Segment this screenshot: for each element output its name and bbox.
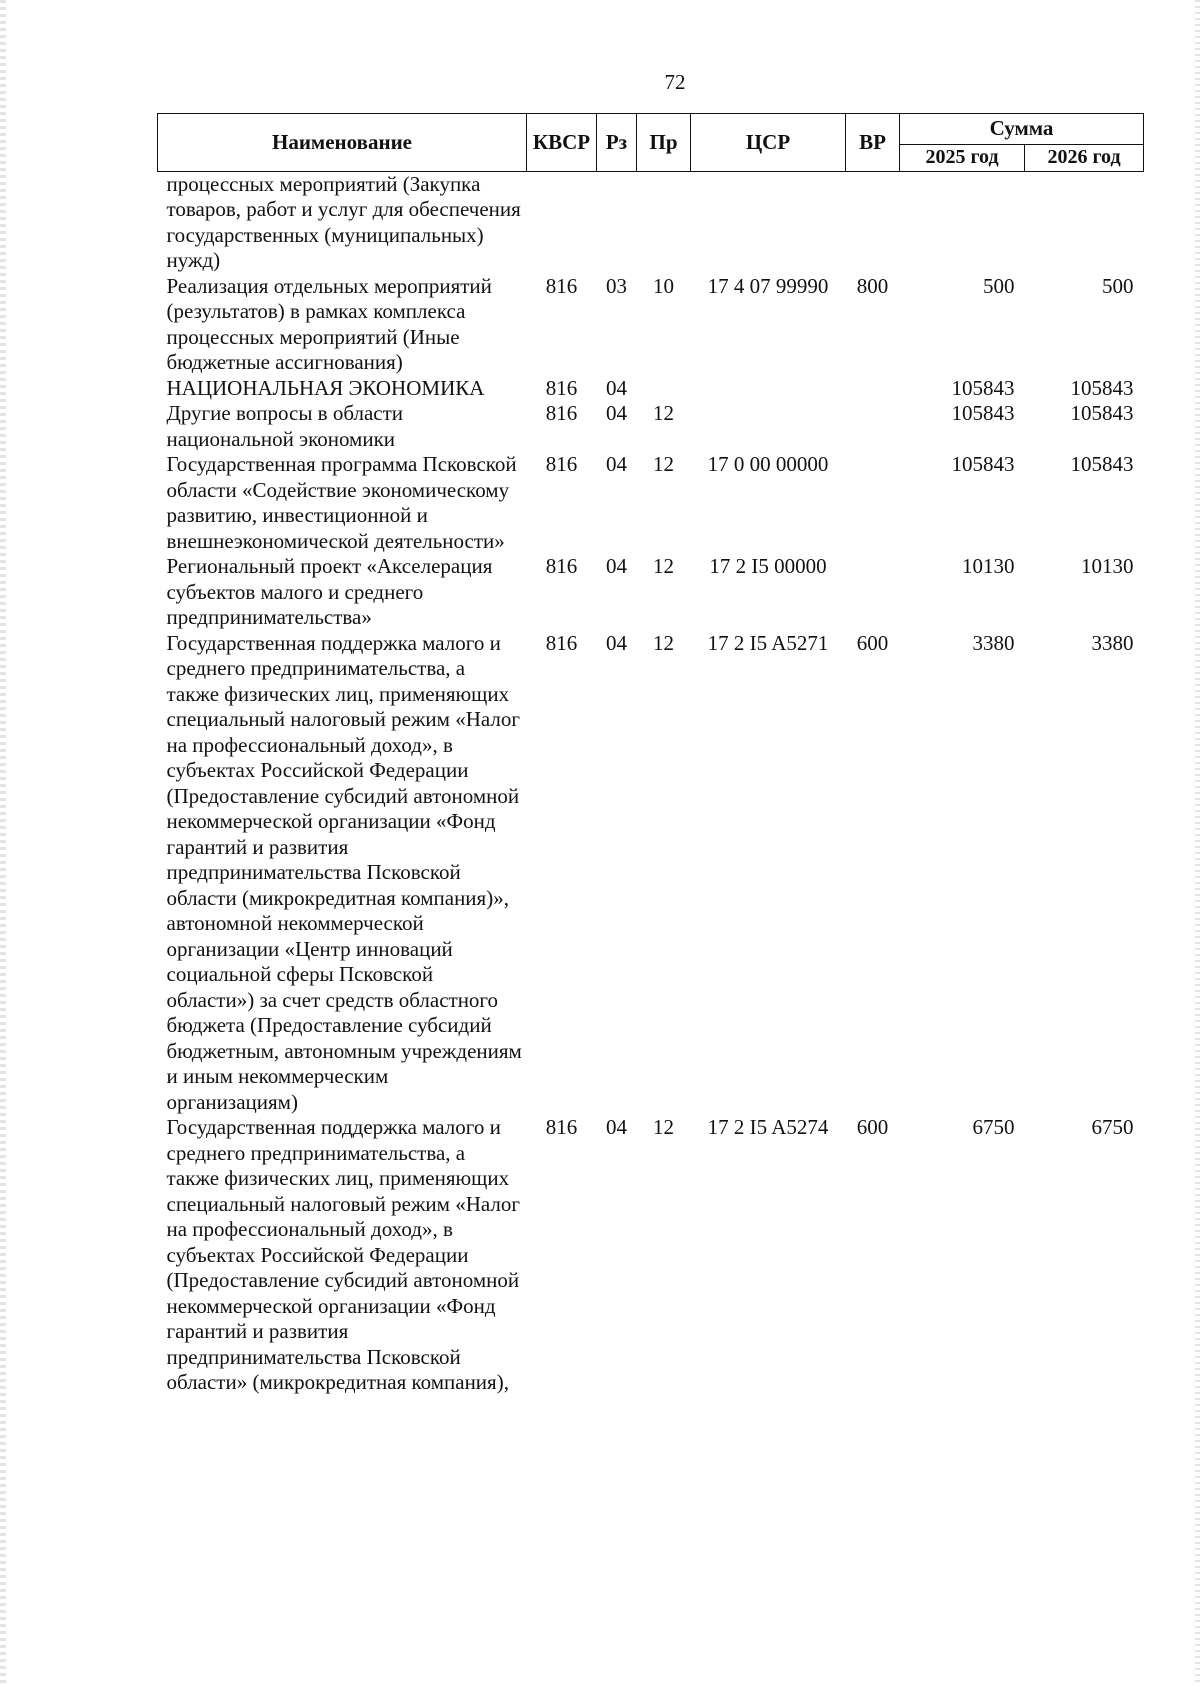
row-sum-2025-cell: 105843 [951,401,1015,425]
scan-edge-left [0,0,6,1686]
row-csr-cell: 17 4 07 99990 [707,273,829,298]
header-year-2025: 2025 год [900,145,1025,172]
row-pr-cell: 12 [653,630,674,655]
row-csr-cell: 17 2 I5 A5274 [707,1115,829,1139]
row-name-cell: Реализация отдельных мероприятий (результатов) в рамках комплекса процессных мероприятий (Иные бюджетные ассигнования) [166,273,492,374]
table-header [158,114,1144,172]
row-kvsr-cell: 816 [545,401,578,425]
row-rz-cell [597,171,637,274]
row-sum-2026-cell: 500 [1102,273,1134,298]
header-pr: Пр [637,114,691,172]
row-csr-cell: 17 2 I5 00000 [709,554,827,578]
row-rz-cell: 04 [606,375,627,400]
row-sum-2025-cell [900,171,1025,274]
page-number: 72 [664,70,686,94]
row-vr-cell: 600 [856,630,889,655]
scan-edge-right [1195,0,1200,1686]
header-name: Наименование [158,114,527,172]
table-row [158,171,1144,274]
table-row [158,452,1144,554]
row-pr-cell: 12 [653,452,674,476]
row-csr-cell: 17 2 I5 A5271 [707,630,829,655]
row-kvsr-cell: 816 [545,452,578,476]
row-sum-2026-cell: 105843 [1070,452,1134,476]
row-sum-2025-cell: 10130 [962,554,1015,578]
row-sum-2026-cell: 6750 [1091,1115,1134,1139]
row-sum-2025-cell: 500 [983,273,1015,298]
row-csr-cell: 17 0 00 00000 [707,452,829,476]
row-kvsr-cell: 816 [545,630,578,655]
row-name-cell: Другие вопросы в области национальной экономики [166,401,404,451]
row-vr-cell [846,554,900,631]
row-pr-cell: 12 [653,1115,674,1139]
row-kvsr-cell [527,171,597,274]
row-sum-2026-cell: 3380 [1091,630,1134,655]
table-row [158,554,1144,631]
row-pr-cell [637,376,691,402]
row-kvsr-cell: 816 [545,375,578,400]
row-name-cell: процессных мероприятий (Закупка товаров, работ и услуг для обеспечения государственных (муниципальных) нужд) [166,171,521,272]
row-sum-2025-cell: 105843 [951,375,1015,400]
row-name-cell: НАЦИОНАЛЬНАЯ ЭКОНОМИКА [166,375,485,400]
row-rz-cell: 03 [606,273,627,298]
row-vr-cell: 800 [856,273,889,298]
row-name-cell: Государственная поддержка малого и среднего предпринимательства, а также физических лиц, применяющих специальный налоговый режим «Налог на профессиональный доход», в субъектах Российской Федерации (Предоставление субсидий автономной некоммерческой организации «Фонд гарантий и развития предпринимательства Псковской области (микрокредитная компания)», автономной некоммерческой организации «Центр инноваций социальной сферы Псковской области») за счет средств областного бюджета (Предоставление субсидий бюджетным, автономным учреждениям и иным некоммерческим организациям) [166,630,522,1114]
table-row [158,631,1144,1116]
header-kvsr: КВСР [527,114,597,172]
header-year-2026: 2026 год [1025,145,1144,172]
row-vr-cell [846,171,900,274]
header-csr: ЦСР [691,114,846,172]
row-pr-cell: 10 [653,273,674,298]
row-pr-cell: 12 [653,554,674,578]
row-vr-cell [846,376,900,402]
row-name-cell: Государственная поддержка малого и среднего предпринимательства, а также физических лиц, применяющих специальный налоговый режим «Налог на профессиональный доход», в субъектах Российской Федерации (Предоставление субсидий автономной некоммерческой организации «Фонд гарантий и развития предпринимательства Псковской области» (микрокредитная компания), [166,1115,520,1394]
table-row [158,1115,1144,1396]
row-rz-cell: 04 [606,1115,627,1139]
row-kvsr-cell: 816 [545,1115,578,1139]
table-row [158,274,1144,376]
row-rz-cell: 04 [606,452,627,476]
row-sum-2026-cell: 105843 [1070,401,1134,425]
row-sum-2025-cell: 105843 [951,452,1015,476]
row-kvsr-cell: 816 [545,554,578,578]
row-kvsr-cell: 816 [545,273,578,298]
row-sum-2026-cell: 105843 [1070,375,1134,400]
row-rz-cell: 04 [606,554,627,578]
header-vr: ВР [846,114,900,172]
row-name-cell: Государственная программа Псковской области «Содействие экономическому развитию, инвестиционной и внешнеэкономической деятельности» [166,452,517,553]
row-sum-2026-cell: 10130 [1081,554,1134,578]
row-vr-cell [846,452,900,554]
row-csr-cell [691,171,846,274]
row-csr-cell [691,401,846,452]
row-pr-cell: 12 [653,401,674,425]
row-vr-cell: 600 [856,1115,889,1139]
table-row [158,401,1144,452]
row-pr-cell [637,171,691,274]
header-rz: Рз [597,114,637,172]
row-sum-2025-cell: 3380 [972,630,1015,655]
row-sum-2026-cell [1025,171,1144,274]
budget-table-container [157,113,1143,1396]
table-body [158,171,1144,1396]
table-row [158,376,1144,402]
row-rz-cell: 04 [606,630,627,655]
header-sum: Сумма [900,114,1144,145]
row-vr-cell [846,401,900,452]
row-rz-cell: 04 [606,401,627,425]
row-sum-2025-cell: 6750 [972,1115,1015,1139]
budget-table [157,113,1144,1396]
row-name-cell: Региональный проект «Акселерация субъектов малого и среднего предпринимательства» [166,554,493,629]
row-csr-cell [691,376,846,402]
